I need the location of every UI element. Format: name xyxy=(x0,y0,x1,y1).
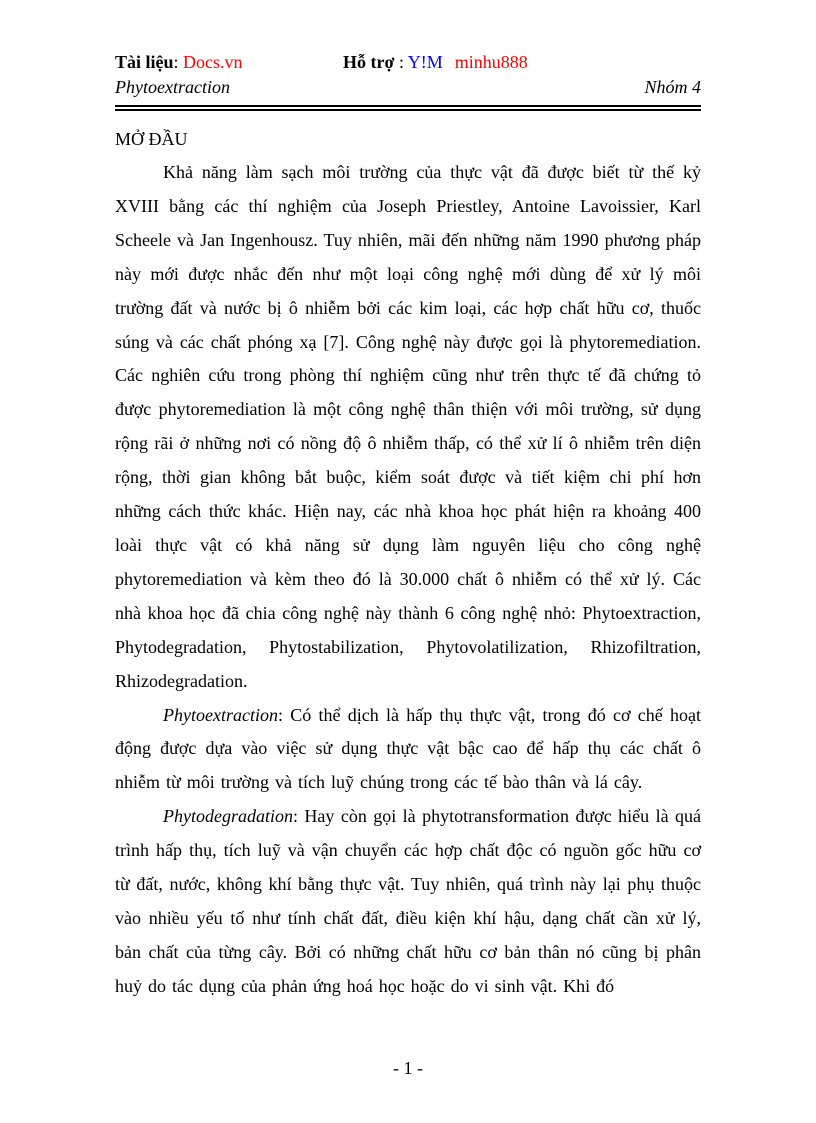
document-body xyxy=(115,122,701,1004)
header-line-1 xyxy=(115,50,701,75)
paragraph-phytodegradation xyxy=(115,800,701,1003)
support-label: Hỗ trợ xyxy=(343,52,395,72)
paragraph-intro xyxy=(115,156,701,699)
paragraph-intro-text: Khả năng làm sạch môi trường của thực vật đã được biết từ thế kỷ XVIII bằng các thí nghiệm của Joseph Priestley, Antoine Lavoissier, Karl Scheele và Jan Ingenhousz. Tuy nhiên, mãi đến những năm 1990 phương pháp này mới được nhắc đến như một loại công nghệ mới dùng để xử lý môi trường đất và nước bị ô nhiễm bởi các kim loại, các hợp chất hữu cơ, thuốc súng và các chất phóng xạ [7]. Công nghệ này được gọi là phytoremediation. Các nghiên cứu trong phòng thí nghiệm cũng như trên thực tế đã chứng tỏ được phytoremediation là một công nghệ thân thiện với môi trường, sử dụng rộng rãi ở những nơi có nồng độ ô nhiễm thấp, có thể xử lí ô nhiễm trên diện rộng, thời gian không bắt buộc, kiểm soát được và tiết kiệm chi phí hơn những cách thức khác. Hiện nay, các nhà khoa học phát hiện ra khoảng 400 loài thực vật có khả năng sử dụng làm nguyên liệu cho công nghệ phytoremediation và kèm theo đó là 30.000 chất ô nhiễm có thể xử lý. Các nhà khoa học đã chia công nghệ này thành 6 công nghệ nhỏ: Phytoextraction, Phytodegradation, Phytostabilization, Phytovolatilization, Rhizofiltration, Rhizodegradation. xyxy=(115,162,701,691)
support-separator: : xyxy=(394,52,408,72)
paragraph-phytoextraction-lead: Phytoextraction xyxy=(163,704,278,725)
support-info xyxy=(343,52,528,72)
header-line-2 xyxy=(115,75,701,100)
page-header xyxy=(115,50,701,111)
paragraph-phytoextraction xyxy=(115,699,701,801)
doc-label: Tài liệu xyxy=(115,52,174,72)
document-source xyxy=(115,50,343,75)
paragraph-phytodegradation-text: : Hay còn gọi là phytotransformation được hiểu là quá trình hấp thụ, tích luỹ và vận chuyển các hợp chất độc có nguồn gốc hữu cơ từ đất, nước, không khí bằng thực vật. Tuy nhiên, quá trình này lại phụ thuộc vào nhiều yếu tố như tính chất đất, điều kiện khí hậu, dạng chất cần xử lý, bản chất của từng cây. Bởi có những chất hữu cơ bản thân nó cũng bị phân huỷ do tác dụng của phản ứng hoá học hoặc do vi sinh vật. Khi đó xyxy=(115,806,701,996)
page-footer xyxy=(0,1058,816,1079)
support-service: Y!M xyxy=(407,52,443,72)
page-number: - 1 - xyxy=(393,1058,423,1078)
paragraph-phytoextraction-text: : Có thể dịch là hấp thụ thực vật, trong đó cơ chế hoạt động được dựa vào việc sử dụng thực vật bậc cao để hấp thụ các chất ô nhiễm từ môi trường và tích luỹ chúng trong các tế bào thân và lá cây. xyxy=(115,704,701,793)
running-title: Phytoextraction xyxy=(115,77,230,97)
section-heading: MỞ ĐẦU xyxy=(115,129,188,149)
doc-separator: : xyxy=(173,52,184,72)
support-username: minhu888 xyxy=(454,52,528,72)
doc-source-link[interactable]: Docs.vn xyxy=(183,52,243,72)
header-rule xyxy=(115,105,701,111)
paragraph-phytodegradation-lead: Phytodegradation xyxy=(163,806,293,827)
group-name: Nhóm 4 xyxy=(644,77,701,97)
